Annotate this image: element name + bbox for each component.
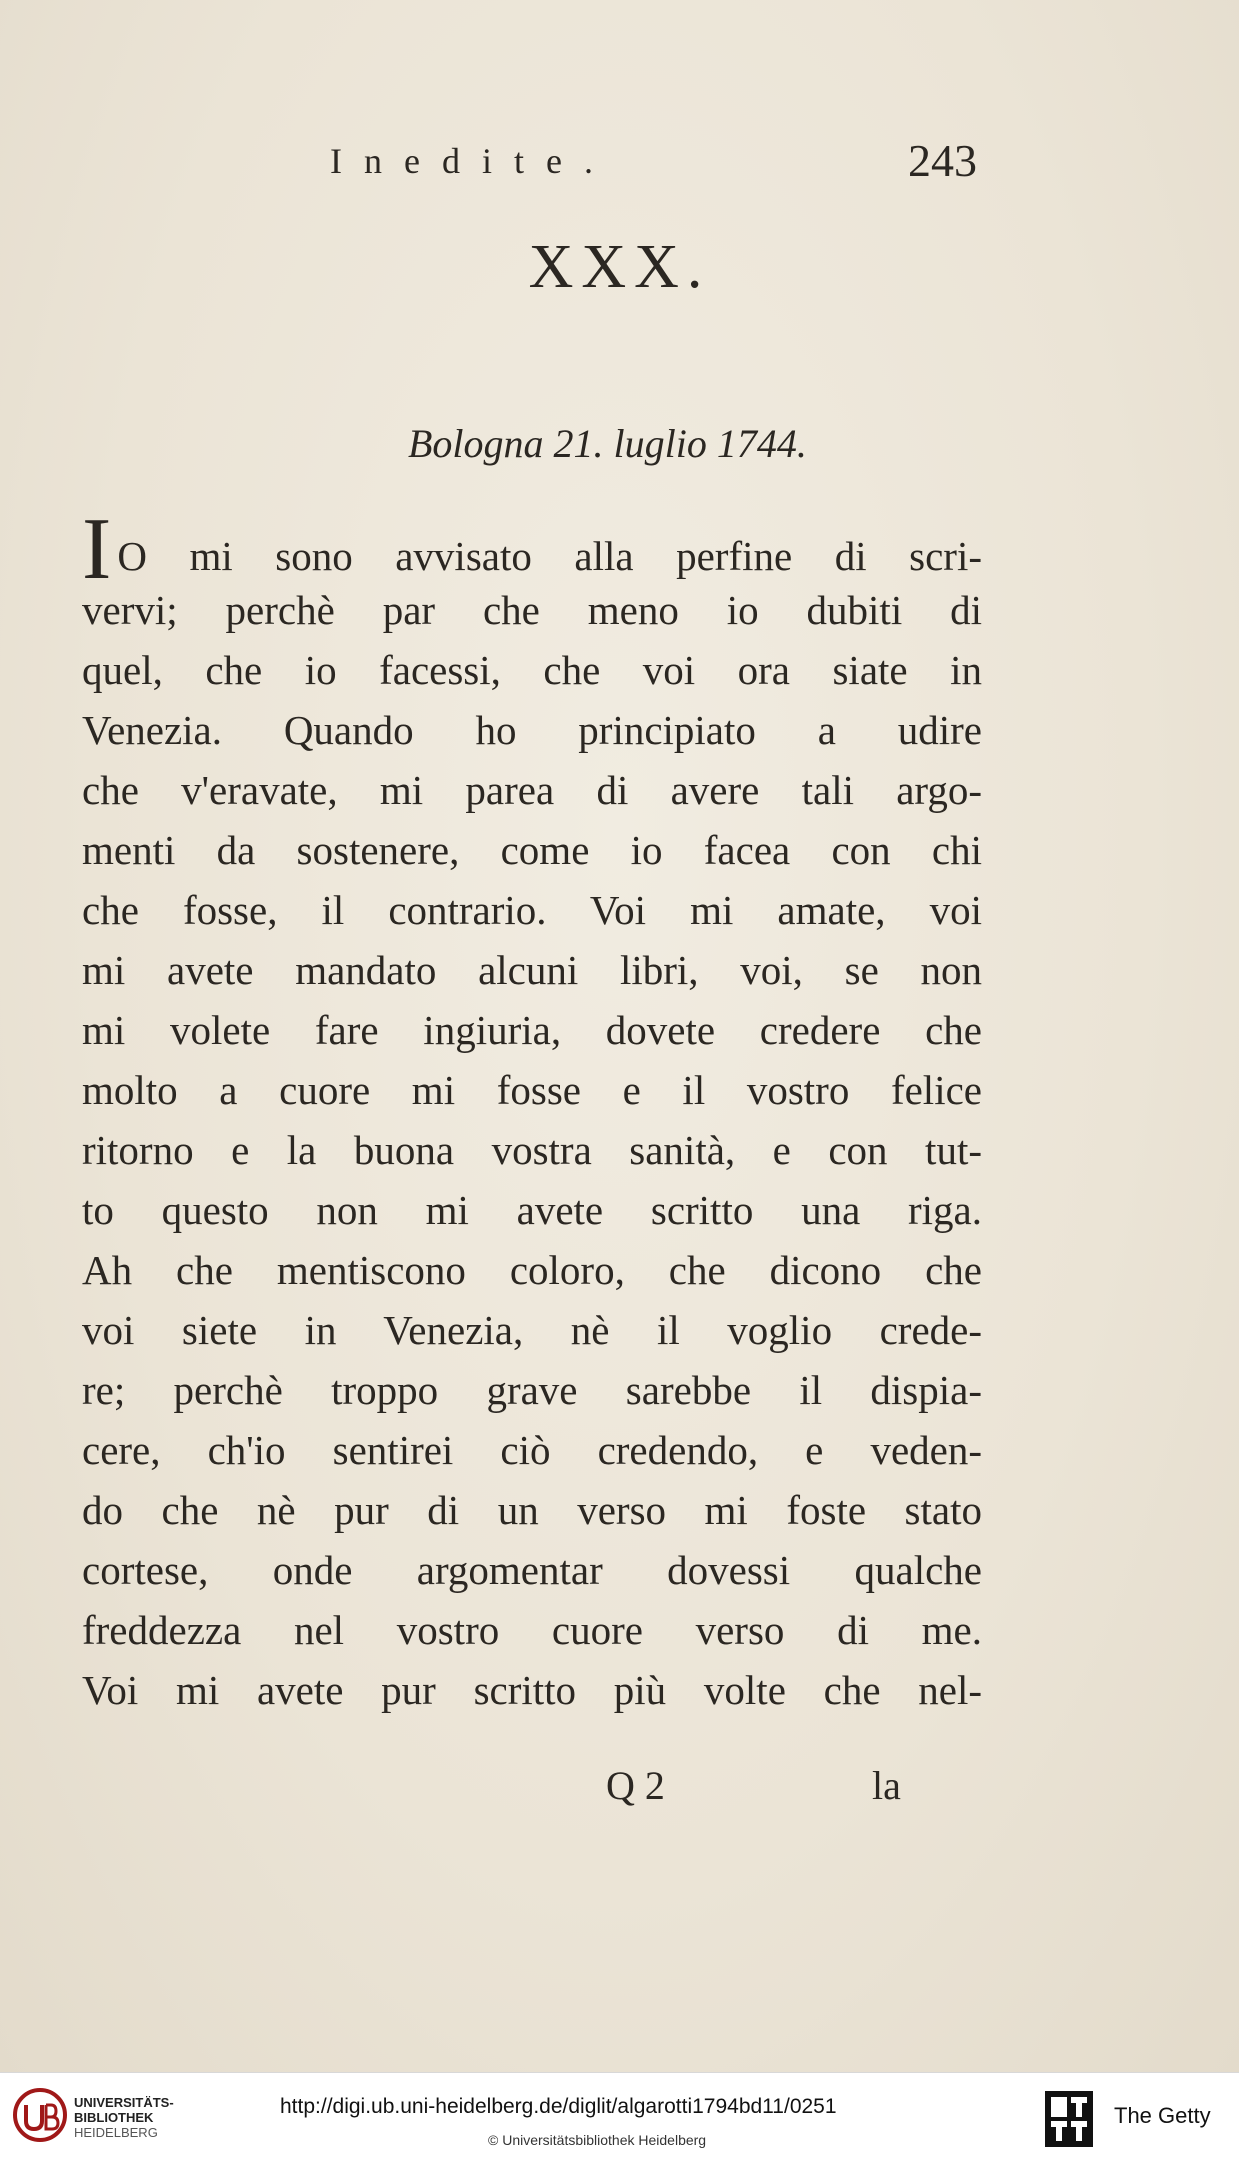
body-line: to questo non mi avete scritto una riga.: [82, 1187, 982, 1233]
body-line: Venezia. Quando ho principiato a udire: [82, 707, 982, 753]
body-line: mi avete mandato alcuni libri, voi, se non: [82, 947, 982, 993]
signature-mark: Q 2: [606, 1763, 665, 1808]
copyright-notice: © Universitätsbibliothek Heidelberg: [488, 2132, 707, 2148]
partner-name: The Getty: [1114, 2103, 1211, 2128]
body-line: cortese, onde argomentar dovessi qualche: [82, 1547, 982, 1593]
drop-cap: I: [82, 501, 112, 598]
body-line: re; perchè troppo grave sarebbe il dispia-: [82, 1367, 982, 1413]
running-head: [0, 135, 1239, 200]
body-line: che fosse, il contrario. Voi mi amate, voi: [82, 887, 982, 933]
permalink-url[interactable]: http://digi.ub.uni-heidelberg.de/diglit/algarotti1794bd11/0251: [280, 2095, 837, 2118]
body-line: freddezza nel vostro cuore verso di me.: [82, 1607, 982, 1653]
body-line: cere, ch'io sentirei ciò credendo, e veden-: [82, 1427, 982, 1473]
body-line: Voi mi avete pur scritto più volte che nel-: [82, 1667, 982, 1713]
body-line: quel, che io facessi, che voi ora siate in: [82, 647, 982, 693]
body-line: do che nè pur di un verso mi foste stato: [82, 1487, 982, 1533]
letter-body: [82, 501, 982, 1720]
body-line: voi siete in Venezia, nè il voglio crede-: [82, 1307, 982, 1353]
running-head-title: Inedite.: [330, 141, 615, 181]
page-number: 243: [908, 135, 977, 186]
body-line: Ah che mentiscono coloro, che dicono che: [82, 1247, 982, 1293]
body-line: menti da sostenere, come io facea con chi: [82, 827, 982, 873]
catchword: la: [872, 1763, 901, 1808]
body-line: mi volete fare ingiuria, dovete credere che: [82, 1007, 982, 1053]
viewer-footer-bar: [0, 2072, 1239, 2162]
library-name: UNIVERSITÄTS- BIBLIOTHEK HEIDELBERG: [74, 2095, 174, 2140]
body-line: ritorno e la buona vostra sanità, e con tut-: [82, 1127, 982, 1173]
dateline: Bologna 21. luglio 1744.: [408, 421, 807, 466]
university-library-logo-icon: [12, 2087, 68, 2143]
body-line: vervi; perchè par che meno io dubiti di: [82, 587, 982, 633]
body-line: che v'eravate, mi parea di avere tali argo-: [82, 767, 982, 813]
body-line: molto a cuore mi fosse e il vostro felice: [82, 1067, 982, 1113]
body-line: I O mi sono avvisato alla perfine di scri-: [82, 501, 982, 598]
letter-number: XXX.: [528, 233, 711, 301]
getty-logo-icon: [1043, 2089, 1095, 2149]
